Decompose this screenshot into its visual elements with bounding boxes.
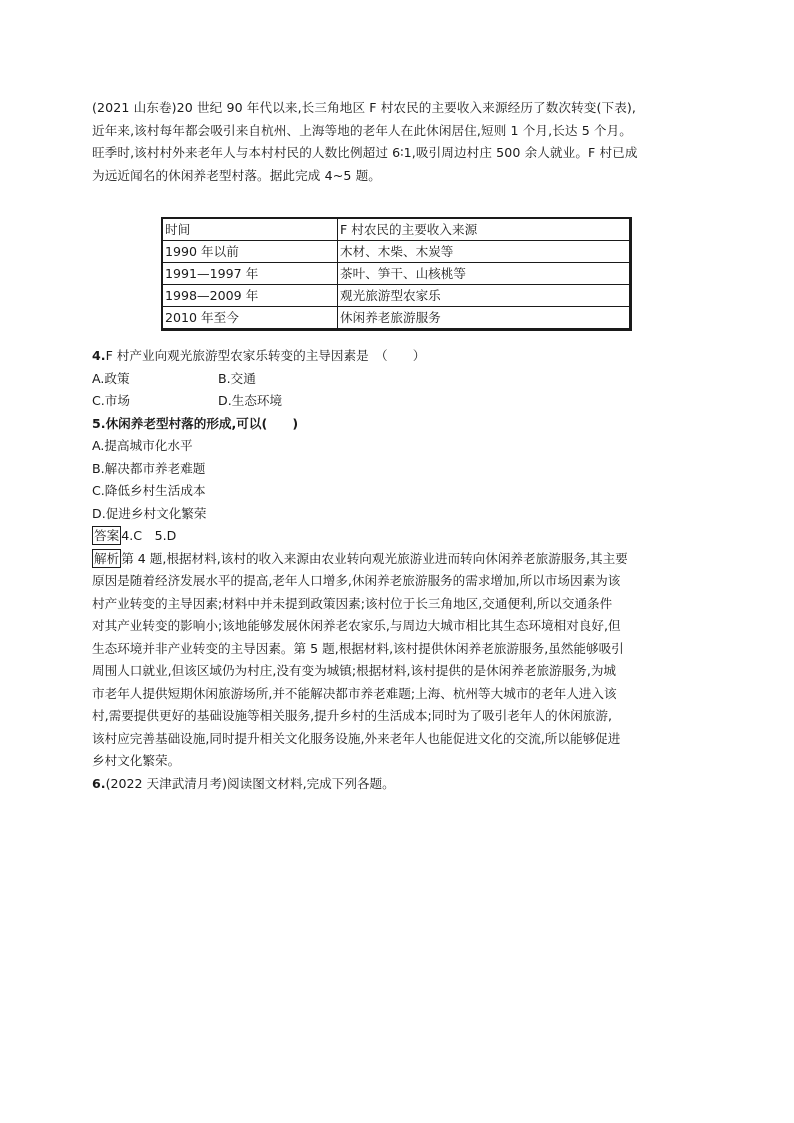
- option-row: [92, 390, 692, 413]
- question-4: [92, 345, 692, 413]
- question-text: (2022 天津武清月考)阅读图文材料,完成下列各题。: [105, 775, 395, 791]
- table-row: [162, 285, 631, 307]
- table-header-cell: F 村农民的主要收入来源: [338, 218, 631, 241]
- option-a: A.政策: [92, 370, 130, 386]
- explanation-block: [92, 548, 692, 773]
- explanation-line: 原因是随着经济发展水平的提高,老年人口增多,休闲养老旅游服务的需求增加,所以市场因素为该: [92, 573, 621, 588]
- question-stem: [92, 773, 692, 796]
- option-a: A.提高城市化水平: [92, 438, 193, 453]
- question-stem: [92, 345, 692, 368]
- option-b: B.交通: [218, 370, 256, 386]
- table-row: [162, 263, 631, 285]
- option-row: [92, 368, 692, 391]
- intro-line: 旺季时,该村村外来老年人与本村村民的人数比例超过 6∶1,吸引周边村庄 500 余人就业。F 村已成: [92, 145, 638, 160]
- table-row: [162, 307, 631, 330]
- explanation-line: 村,需要提供更好的基础设施等相关服务,提升乡村的生活成本;同时为了吸引老年人的休闲旅游,: [92, 708, 613, 723]
- option-d: D.生态环境: [218, 393, 283, 408]
- intro-line: 为远近闻名的休闲养老型村落。据此完成 4~5 题。: [92, 167, 381, 183]
- question-text: F 村产业向观光旅游型农家乐转变的主导因素是 （ ）: [105, 348, 426, 363]
- table-header-row: [162, 218, 631, 241]
- explanation-text: 第 4 题,根据材料,该村的收入来源由农业转向观光旅游业进而转向休闲养老旅游服务,其主要: [121, 550, 628, 566]
- question-number: 5.: [92, 415, 106, 431]
- table-cell: 茶叶、笋干、山核桃等: [338, 263, 631, 285]
- table-cell: 休闲养老旅游服务: [338, 307, 631, 330]
- table-cell: 1990 年以前: [162, 241, 338, 263]
- explanation-line: 周围人口就业,但该区域仍为村庄,没有变为城镇;根据材料,该村提供的是休闲养老旅游服务,为城: [92, 663, 617, 678]
- option-b: B.解决都市养老难题: [92, 460, 206, 476]
- explanation-line: 市老年人提供短期休闲旅游场所,并不能解决都市养老难题;上海、杭州等大城市的老年人进入该: [92, 685, 617, 701]
- option-d: D.促进乡村文化繁荣: [92, 505, 207, 521]
- option-c: C.降低乡村生活成本: [92, 483, 206, 498]
- explanation-line: 乡村文化繁荣。: [92, 753, 181, 768]
- explanation-tag: 解析: [94, 550, 120, 566]
- table-cell: 1991—1997 年: [162, 263, 338, 285]
- question-6: [92, 773, 692, 796]
- option-c: C.市场: [92, 393, 130, 408]
- question-5: [92, 413, 692, 526]
- question-number: 6.: [92, 775, 106, 791]
- question-text: 休闲养老型村落的形成,可以( ): [105, 415, 299, 431]
- explanation-line: 对其产业转变的影响小;该地能够发展休闲养老农家乐,与周边大城市相比其生态环境相对良好,但: [92, 618, 621, 633]
- explanation-line: 村产业转变的主导因素;材料中并未提到政策因素;该村位于长三角地区,交通便利,所以交通条件: [92, 595, 613, 611]
- answer-text: 4.C 5.D: [121, 528, 177, 543]
- answer-block: [92, 525, 692, 548]
- explanation-line: 生态环境并非产业转变的主导因素。第 5 题,根据材料,该村提供休闲养老旅游服务,虽然能够吸引: [92, 640, 624, 656]
- answer-tag: 答案: [94, 528, 120, 543]
- intro-line: (2021 山东卷)20 世纪 90 年代以来,长三角地区 F 村农民的主要收入来源经历了数次转变(下表),: [92, 100, 637, 115]
- income-source-table: [161, 217, 632, 331]
- table-cell: 1998—2009 年: [162, 285, 338, 307]
- question-stem: [92, 413, 692, 436]
- document-page: [92, 97, 692, 795]
- table-header-cell: 时间: [162, 218, 338, 241]
- intro-line: 近年来,该村每年都会吸引来自杭州、上海等地的老年人在此休闲居住,短则 1 个月,长达 5 个月。: [92, 122, 633, 138]
- table-cell: 观光旅游型农家乐: [338, 285, 631, 307]
- explanation-line: [92, 548, 692, 571]
- answer-line: [92, 525, 692, 548]
- intro-paragraph: [92, 97, 692, 187]
- table-cell: 2010 年至今: [162, 307, 338, 330]
- table-row: [162, 241, 631, 263]
- explanation-line: 该村应完善基础设施,同时提升相关文化服务设施,外来老年人也能促进文化的交流,所以能够促进: [92, 730, 621, 746]
- table-cell: 木材、木柴、木炭等: [338, 241, 631, 263]
- question-number: 4.: [92, 348, 106, 363]
